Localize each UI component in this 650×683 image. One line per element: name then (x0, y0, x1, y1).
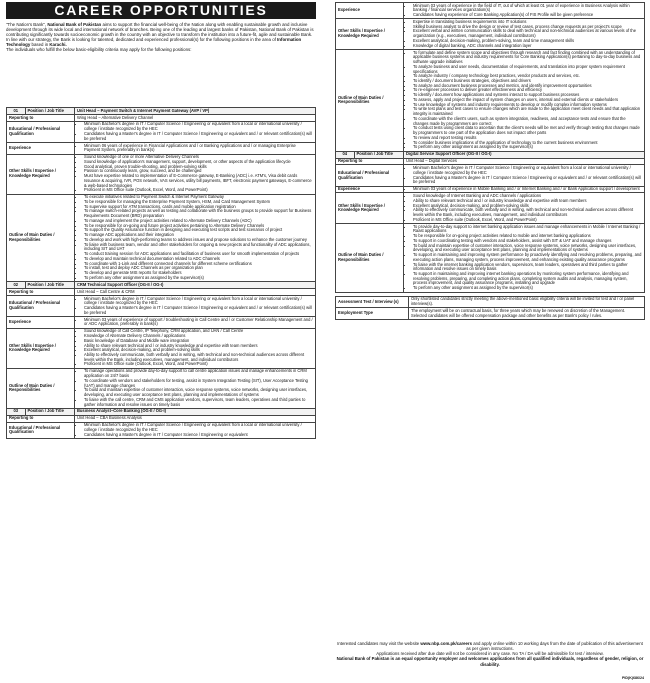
duties-label: Outline of Main Duties / Responsibilities (7, 194, 75, 281)
list-item: • Skilled business analyst to drive the design or review of test cases, process change requests as per project's scope (413, 25, 642, 30)
skills-value (403, 19, 644, 50)
list-item: • Excellent analytical, decision-making, and problem-solving skills (413, 204, 642, 209)
publication-id: PID(K)686/24 (622, 676, 644, 680)
list-item: • To consider business implications of the application of technology to the current business environment (413, 141, 642, 146)
education-value-list (77, 297, 313, 316)
education-row (7, 295, 316, 316)
experience-label: Experience (336, 186, 404, 193)
list-item: • Minimum 03 years of experience in Mobile Banking and / or Internet Banking and / or Bank Application support / development (413, 187, 642, 192)
list-item: • To manage operations and provide day-to-day support to call centre application issues and manage enhancements in CRM application on 24/7 basis (84, 369, 313, 378)
list-item: • To coordinate with 1-Link and different connected channels for different scheme certifications (84, 262, 313, 267)
list-item: • To analyze business and user needs, documentation of requirements, and translation into proper system requirement specifications (413, 65, 642, 74)
education-row (7, 422, 316, 438)
employment-value: The employment will be on contractual basis, for three years which may be renewed on discretion of the Management. Selected candidates will be offered compensation package and other benefits as per Bank's policy / rules. (408, 308, 644, 320)
skills-row (336, 19, 645, 50)
list-item: • To re-engineer processes to deliver greater effectiveness and efficiency (413, 88, 642, 93)
education-row (7, 121, 316, 142)
list-item: • To supervise support for ATM transactions, cards and mobile application registration (84, 205, 313, 210)
position-row (336, 151, 645, 158)
education-label: Educational / Professional Qualification (7, 422, 75, 438)
assessment-value: Only shortlisted candidates strictly meeting the above-mentioned basic eligibility criteria will be invited for test and / or panel interview(s). (408, 296, 644, 308)
duties-value-list (77, 369, 313, 407)
list-item: • To identify / document how applications and systems interact to support business processes (413, 93, 642, 98)
intro-text-3: based in (30, 42, 50, 48)
intro-text-1: aims to support the financial well-being of the Nation along with enabling sustainable growth and inclusive development through its wide local and international network of branches. Being one of the leading and largest banks of Pakistan, National Bank of Pakistan is contributing significantly towards socioeconomic growth in the country with an objective to transform the institution into a future-fit, agile and sustainable Bank. (6, 22, 314, 38)
skills-row (336, 193, 645, 224)
position-row (7, 108, 316, 115)
skills-row (7, 154, 316, 194)
list-item: • Candidates having a Master's degree in IT / Computer Science / Engineering or equivalent and / or relevant certification(s) will be preferred (84, 132, 313, 141)
list-item: • Knowledge of digital banking, ADC channels and integration layer (413, 44, 642, 49)
list-item: • Candidates having a Master's degree in IT / Computer Science / Engineering or equivalent and / or relevant certification(s) will be preferred (84, 306, 313, 315)
reporting-value: Unit Head – Digital Services (403, 158, 644, 165)
list-item: • To coordinate with vendors and stakeholders for testing, assist in System Integration Testing (SIT), User Acceptance Testing (UAT) and manage changes (84, 379, 313, 388)
apply-instructions (335, 641, 645, 651)
skills-label: Other Skills / Expertise / Knowledge Required (336, 19, 404, 50)
list-item: • To liaise with the internet banking application vendors, supervisors, team leaders, operatives and third parties to gather information and resolve issues on timely basis (413, 263, 642, 272)
position-label: Position / Job Title (354, 151, 403, 158)
list-item: • Good analytical, proven trouble-shooting, and problem-solving skills (84, 165, 313, 170)
list-item: • To identify / document business strategies, objectives and drivers (413, 79, 642, 84)
list-item: • To liaise with business team, vendor and other stakeholders for ongoing & new projects and functionality of ADC applications, including SIT and UAT (84, 243, 313, 252)
careers-link[interactable]: www.nbp.com.pk/careers (420, 641, 472, 646)
list-item: • Excellent analytical, decision-making, problem-solving, team and time management skills (413, 39, 642, 44)
duties-value (74, 194, 315, 281)
list-item: • To formulate and define system scope and objectives through research and fact finding combined with an understanding of applicable business systems and industry requirements for Core Banking Application(s) pertaining to day-to-day business and software upgrade initiatives (413, 51, 642, 65)
experience-value (403, 186, 644, 193)
general-terms-table (335, 296, 645, 320)
education-value-list (77, 423, 313, 437)
intro-text-4: The individuals who fulfill the below basic-eligibility criteria may apply for the following positions: (6, 47, 192, 53)
skills-value (74, 154, 315, 194)
list-item: • Minimum Bachelor's degree in IT / Computer Science / Engineering or equivalent from a local or international university / college / institute recognized by the HEC (84, 423, 313, 432)
reporting-row (336, 158, 645, 165)
list-item: • Minimum 06 years of experience in Financial Applications and / or Banking Applications and / or managing Enterprise Payment System, preferably in bank(s) (84, 144, 313, 153)
experience-value-list (406, 4, 642, 18)
list-item: • To manage and implement the project activities related to Alternate Delivery Channels (ADC) (84, 219, 313, 224)
reporting-row (7, 415, 316, 422)
list-item: • To develop and generate MIS reports for stakeholders (84, 271, 313, 276)
list-item: • Proficient in MS Office suite (Outlook, Excel, Word, and PowerPoint) (413, 218, 642, 223)
list-item: • Minimum 03 years of experience in the field of IT, out of which at least 01 year of experience in Business Analysis within banking / financial services organization(s) (413, 4, 642, 13)
duties-label: Outline of Main Duties / Responsibilities (336, 224, 404, 292)
position-title: Business Analyst–Core Banking (OG-II / OG-I) (74, 408, 315, 415)
list-item: • To develop and work with high-performing teams to address issues and propose solutions to enhance the customer journey (84, 238, 313, 243)
list-item: • Candidates having a Master's degree in IT / Computer Science / Engineering or equivalent (84, 433, 313, 438)
experience-row (336, 186, 645, 193)
duties-row (336, 49, 645, 151)
experience-value (74, 317, 315, 329)
assessment-row (336, 296, 645, 308)
apply-text-2: and apply online within 10 working days from the date of publication of this advertisement as per given instructions. (466, 641, 643, 652)
duties-value-list (406, 225, 642, 291)
position-row (7, 408, 316, 415)
experience-label: Experience (7, 317, 75, 329)
skills-value-list (77, 155, 313, 193)
list-item: • Sound knowledge of Internet Banking and ADC channels / applications (413, 194, 642, 199)
skills-value-list (77, 329, 313, 367)
list-item: • Ability to effectively communicate, both verbally and in writing, with technical and non-technical audiences across different levels within the Bank, including executives, management, and individual contributors (413, 208, 642, 217)
experience-value (403, 3, 644, 19)
experience-label: Experience (7, 142, 75, 154)
page-header (6, 2, 316, 19)
experience-row (336, 3, 645, 19)
list-item: • To manage switch-related projects as well as testing and collaborate with the business groups to provide support for Business Requirements Document (BRD) preparation (84, 209, 313, 218)
duties-value-list (77, 195, 313, 280)
skills-label: Other Skills / Expertise / Knowledge Required (7, 328, 75, 368)
list-item: • To be responsible for on-going project activities related to mobile and internet banking applications (413, 234, 642, 239)
list-item: • To be responsible for managing the Enterprise Payment System, HSM, and Card Management System (84, 200, 313, 205)
list-item: • Minimum 03 years of experience of support / troubleshooting in Call Centre and / or Customer Relationship Management and / or ADC Application, preferably in bank(s) (84, 318, 313, 327)
skills-row (7, 328, 316, 368)
position-number: 02 (7, 282, 26, 289)
education-value (74, 295, 315, 316)
education-label: Educational / Professional Qualification (7, 295, 75, 316)
list-item: • To manage ADC applications and their integration (84, 233, 313, 238)
skills-value-list (406, 194, 642, 222)
position-label: Position / Job Title (25, 282, 74, 289)
list-item: • To support in maintaining and improving system performance by proactively identifying and resolving problems, preparing, and executing action plans, managing system, process improvement, and enhancing existing quality assurance programs (413, 253, 642, 262)
list-item: • To develop and maintain technical documentation related to ADC Channels (84, 257, 313, 262)
education-label: Educational / Professional Qualification (7, 121, 75, 142)
skills-label: Other Skills / Expertise / Knowledge Required (7, 154, 75, 194)
position-title: CRM Technical Support Officer (OG-II / OG-I) (74, 282, 315, 289)
intro-department: Information Technology (6, 37, 302, 48)
list-item: • Knowledge of Alternate Delivery Channels / applications (84, 334, 313, 339)
list-item: • To support in coordinating testing with vendors and stakeholders, assist with SIT & UAT and manage changes (413, 239, 642, 244)
list-item: • To build and maintain expertise of customer interaction, voice response systems, voice networks, designing user interfaces, developing, and executing user acceptance test plans, planning and implementations of systems (413, 244, 642, 253)
assessment-label: Assessment Test / Interview (s) (336, 296, 409, 308)
experience-value-list (406, 187, 642, 192)
list-item: • Ability to share relevant technical and / or industry knowledge and expertise with team members (84, 344, 313, 349)
list-item: • To conduct tests using client data to ascertain that the client's needs will be met and verify through testing that changes made by programmers to one part of the application does not impact other parts (413, 126, 642, 135)
list-item: • Proficient in MS Office suite (Outlook, Excel, Word, and PowerPoint) (84, 188, 313, 193)
list-item: • To perform any other assignment as assigned by the supervisor(s) (84, 276, 313, 281)
list-item: • Sound knowledge of one or more Alternative Delivery Channels (84, 155, 313, 160)
list-item: • Minimum Bachelor's degree in IT / Computer Science / Engineering or equivalent from a local or international university / college / institute recognized by the HEC (413, 166, 642, 175)
page-title: CAREER OPPORTUNITIES (54, 2, 268, 18)
list-item: • To coordinate with the client's users, such as system integration, readiness, and acceptance tests and ensure that the changes made by programmers are correct (413, 117, 642, 126)
education-value (74, 121, 315, 142)
list-item: • To review and report testing results (413, 136, 642, 141)
reporting-label: Reporting to (7, 114, 75, 121)
right-column (335, 2, 645, 320)
experience-value (74, 142, 315, 154)
intro-quote: "The Nation's Bank", (6, 22, 47, 27)
position-row (7, 282, 316, 289)
education-label: Educational / Professional Qualification (336, 165, 404, 186)
duties-row (336, 224, 645, 292)
position-title: Unit Head – Payment Switch & Internet Payment Gateway (AVP / VP) (74, 108, 315, 115)
duties-value (403, 49, 644, 151)
list-item: • To support the Quality Assurance function in designing and executing test scripts and test scenarios of project (84, 228, 313, 233)
apply-text-1: Interested candidates may visit the website (337, 641, 421, 646)
list-item: • To conduct training session for ADC applications and facilitation of business user for smooth implementation of projects (84, 252, 313, 257)
position-number: 04 (336, 151, 355, 158)
experience-value-list (77, 318, 313, 327)
experience-value-list (77, 144, 313, 153)
list-item: • Candidates having experience of Core Banking Application(s) of FIS Profile will be given preference (413, 13, 642, 18)
position-label: Position / Job Title (25, 108, 74, 115)
skills-label: Other Skills / Expertise / Knowledge Required (336, 193, 404, 224)
list-item: • To support in maintaining and improving internet banking operations by monitoring system performance, identifying and resolving problems, preparing, and completing action plans, completing system audits and analysis, managing system, process improvement, and quality assurance programs, installing and upgrade (413, 272, 642, 286)
education-value-list (77, 122, 313, 141)
skills-value-list (406, 20, 642, 48)
reporting-value: Unit Head – Call Centre & CRM (74, 289, 315, 296)
employment-row (336, 308, 645, 320)
list-item: • Sound knowledge of application's management, support, development, or other aspects of the application lifecycle (84, 160, 313, 165)
list-item: • Excellent analytical, decision-making, and problem-solving skills (84, 348, 313, 353)
list-item: • Proficient in MS Office suite (Outlook, Excel, Word, and PowerPoint) (84, 362, 313, 367)
list-item: • To assess, apply and project the impact of system changes on users, internal and external clients or stakeholders (413, 98, 642, 103)
list-item: • To be responsible for on-going and future project activities pertaining to Alternate Delivery Channels (84, 224, 313, 229)
left-column (6, 107, 316, 439)
list-item: • To perform any other assignment as assigned by the supervisor(s) (413, 145, 642, 150)
list-item: • To analyze and document business processes and metrics, and identify improvement opportunities (413, 84, 642, 89)
list-item: • To build and maintain expertise of customer interaction, voice response systems, voice networks, designing user interfaces, developing, and executing user acceptance test plans, planning and implementations of systems (84, 388, 313, 397)
reporting-row (7, 289, 316, 296)
late-application-note: Applications received after due date will not be considered in any case. No TA / DA will be admissible for test / interview. (376, 651, 604, 657)
experience-row (7, 317, 316, 329)
intro-text-2: In line with our strategy, the Bank is looking for talented, dedicated and experienced professional(s) for the following positions in the area of (6, 37, 278, 43)
reporting-value: Unit Head – CBA Business Analysis (74, 415, 315, 422)
duties-label: Outline of Main Duties / Responsibilities (7, 368, 75, 408)
position-number: 01 (7, 108, 26, 115)
equal-opportunity-statement: National Bank of Pakistan is an equal opportunity employer and welcomes applications from all qualified individuals, regardless of gender, religion, or disability. (336, 656, 644, 667)
duties-label: Outline of Main Duties / Responsibilities (336, 49, 404, 151)
list-item: • Ability to effectively communicate, both verbally and in writing, with technical and non-technical audiences across different levels within the Bank, including executives, management, and individual contributors (84, 353, 313, 362)
duties-value (403, 224, 644, 292)
reporting-row (7, 114, 316, 121)
intro-text (6, 22, 316, 52)
list-item: • Minimum Bachelor's degree in IT / Computer Science / Engineering or equivalent from a local or international university / college / institute recognized by the HEC (84, 122, 313, 131)
list-item: • To provide day-to-day support to internet banking application issues and manage enhancements in Mobile / Internet Banking / Raast applications (413, 225, 642, 234)
list-item: • Basic knowledge of Database and Middle ware integration (84, 339, 313, 344)
duties-row (7, 368, 316, 408)
reporting-value: Wing Head – Alternative Delivery Channel (74, 114, 315, 121)
duties-row (7, 194, 316, 281)
list-item: • Expertise in translating business requirements into IT solutions (413, 20, 642, 25)
skills-value (74, 328, 315, 368)
list-item: • To liaise with the call centre, CRM and CMS application vendors, supervisors, team leaders, operatives and third parties to gather information and resolve issues on timely basis (84, 398, 313, 407)
list-item: • Ability to share relevant technical and / or industry knowledge and expertise with team members (413, 199, 642, 204)
education-value (403, 165, 644, 186)
list-item: • Passion to continuously learn, grow, succeed, and be challenged (84, 169, 313, 174)
list-item: • To perform any other assignment as assigned by the supervisor(s) (413, 286, 642, 291)
skills-value (403, 193, 644, 224)
education-value-list (406, 166, 642, 185)
experience-row (7, 142, 316, 154)
list-item: • Must have expertise related to implementation of E-Commerce gateway, E-Banking (ADC) i.e. ATM's, Visa debit cards Issuance & acquiring, IVR, POS network, VAS services, utility bill payments, IBFT, electronic payment gateways, E-commerce & web-based technologies (84, 174, 313, 188)
duties-value (74, 368, 315, 408)
list-item: • Excellent verbal and written communication skills to deal with technical and non-technical audiences at various levels of the organization (e.g., executives, management, individual contributors) (413, 29, 642, 38)
list-item: • To write test plans and test cases to ensure changes which are made to the application meet client needs and that application integrity is maintained (413, 107, 642, 116)
employment-label: Employment Type (336, 308, 409, 320)
intro-bank-name: National Bank of Pakistan (47, 22, 102, 27)
education-value (74, 422, 315, 438)
positions-table-right (335, 2, 645, 293)
list-item: • Sound knowledge of Call Centre, IP Telephony, CRM application, and UAN / Call Centre (84, 329, 313, 334)
positions-table-left (6, 107, 316, 439)
list-item: • To analyze industry / company technology best practices, vendor products and services, etc. (413, 74, 642, 79)
list-item: • Candidates having a Master's degree in IT / Computer Science / Engineering or equivalent and / or relevant certification(s) will be preferred (413, 176, 642, 185)
list-item: • Minimum Bachelor's degree in IT / Computer Science / Engineering or equivalent from a local or international university / college / institute recognized by the HEC (84, 297, 313, 306)
education-row (336, 165, 645, 186)
position-label: Position / Job Title (25, 408, 74, 415)
footer (335, 641, 645, 667)
intro-city: Karachi. (49, 42, 67, 48)
reporting-label: Reporting to (7, 289, 75, 296)
duties-value-list (406, 51, 642, 150)
list-item: • To use knowledge of systems and industry requirements to develop or modify complex information systems (413, 103, 642, 108)
experience-label: Experience (336, 3, 404, 19)
position-title: Digital Service Support Officer (OG-II / OG-I) (403, 151, 644, 158)
reporting-label: Reporting to (7, 415, 75, 422)
reporting-label: Reporting to (336, 158, 404, 165)
list-item: • To execute initiatives related to Payment Switch & Internet Payment Gateway (84, 195, 313, 200)
position-number: 03 (7, 408, 26, 415)
list-item: • To install, test and deploy ADC Channels as per organization plan (84, 266, 313, 271)
